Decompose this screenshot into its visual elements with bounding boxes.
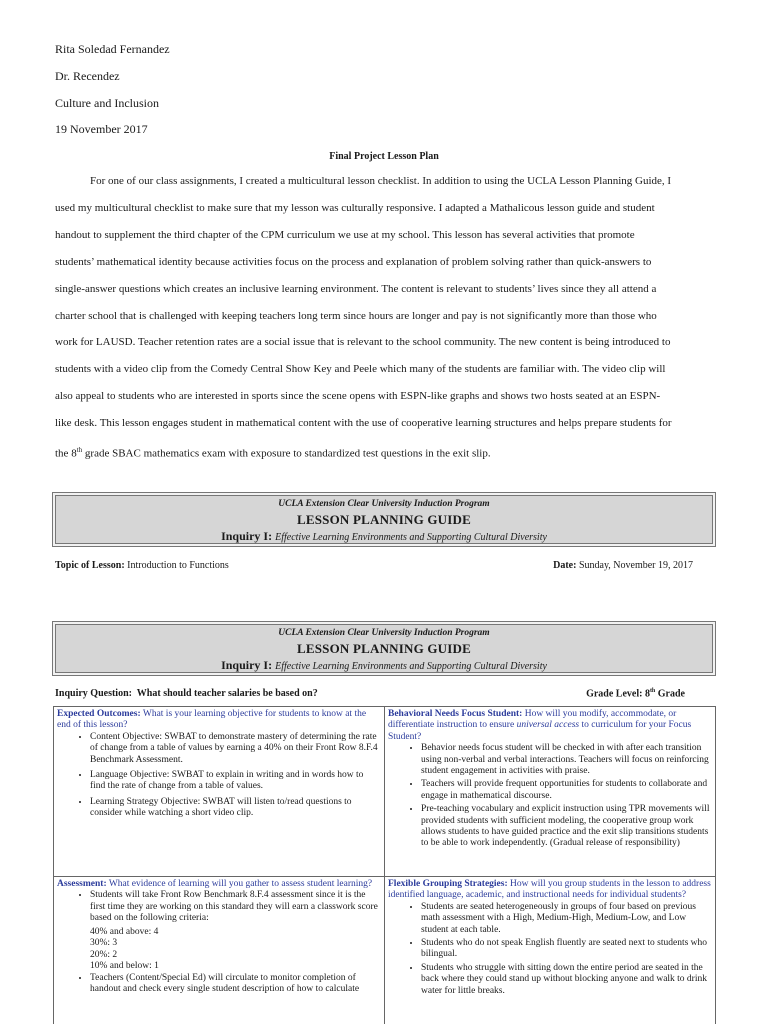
list-item: • Learning Strategy Objective: SWBAT will listen to/read questions to consider while watching a short video clip. <box>90 797 381 820</box>
flexible-grouping-prompt: Flexible Grouping Strategies: How will you group students in the lesson to address identified language, academic, and instructional needs for individual students? <box>388 879 711 901</box>
inquiry-question-value: What should teacher salaries be based on? <box>136 688 318 699</box>
table-row <box>54 877 716 1024</box>
criteria-item: 30%: 3 <box>90 938 118 949</box>
topic-label: Topic of Lesson: <box>55 560 125 571</box>
list-item: • Teachers will provide frequent opportunities for students to collaborate and engage in mathematical discourse. <box>421 779 712 802</box>
list-item: • Students are seated heterogeneously in groups of four based on previous math assessment with a High, Medium-High, Medium-Low, and Low student at each table. <box>421 902 712 936</box>
list-item: • Students who struggle with sitting down the entire period are seated in the back where they could stand up without blocking anyone and walk to drink water for little breaks. <box>421 963 712 997</box>
essay-line: single-answer questions which creates an inclusive learning environment. The content is relevant to students’ lives since they all attend a <box>55 282 657 295</box>
essay-line: also appeal to students who are interested in sports since the scene opens with ESPN-like graphs and shows two hosts seated at an ESPN- <box>55 390 661 403</box>
program-name: UCLA Extension Clear University Induction Program <box>278 499 490 509</box>
expected-outcomes-cell <box>54 707 385 877</box>
behavioral-needs-cell <box>385 707 716 877</box>
guide-title: LESSON PLANNING GUIDE <box>297 641 471 656</box>
expected-outcomes-prompt: Expected Outcomes: What is your learning objective for students to know at the end of this lesson? <box>57 709 367 731</box>
author-name: Rita Soledad Fernandez <box>55 42 170 56</box>
essay-line: like desk. This lesson engages student in mathematical content with the use of cooperative learning structures and helps prepare students for <box>55 417 672 430</box>
criteria-item: 20%: 2 <box>90 949 118 960</box>
behavioral-needs-prompt: Behavioral Needs Focus Student: How will you modify, accommodate, or differentiate instruction to ensure universal access to curriculum for your Focus Student? <box>388 709 692 742</box>
essay-line-last: the 8th grade SBAC mathematics exam with exposure to standardized test questions in the exit slip. <box>55 446 491 460</box>
list-item: • Pre-teaching vocabulary and explicit instruction using TPR movements will provided students with sufficient modeling, the cooperative group work allows students to have guided practice and the exit slip transitions students to be able to work independently. (Gradual release of responsibility) <box>421 804 712 850</box>
assessment-prompt: Assessment: What evidence of learning will you gather to assess student learning? <box>57 879 373 889</box>
essay-line: students with a video clip from the Comedy Central Show Key and Peele which many of the students are familiar with. The video clip will <box>55 363 666 376</box>
essay-line: charter school that is challenged with keeping teachers long term since hours are longer and pay is not significantly more than those who <box>55 309 657 322</box>
lesson-plan-table <box>53 706 716 1024</box>
course-name: Culture and Inclusion <box>55 96 159 110</box>
assessment-list <box>57 890 381 924</box>
essay-line: work for LAUSD. Teacher retention rates are a social issue that is relevant to the school community. The new content is being introduced to <box>55 336 671 349</box>
criteria-item: 40% and above: 4 <box>90 926 159 937</box>
criteria-item: 10% and below: 1 <box>90 961 159 972</box>
essay-line: For one of our class assignments, I created a multicultural lesson checklist. In addition to using the UCLA Lesson Planning Guide, I <box>90 175 672 187</box>
professor-name: Dr. Recendez <box>55 69 120 83</box>
document-date: 19 November 2017 <box>55 122 148 136</box>
essay-paragraph <box>55 168 712 468</box>
behavioral-list <box>388 743 712 850</box>
list-item: • Students will take Front Row Benchmark 8.F.4 assessment since it is the first time they are working on this standard they will earn a classwork score based on the following criteria: <box>90 890 381 924</box>
inquiry-question-label: Inquiry Question: <box>55 688 132 699</box>
essay-line: students’ mathematical identity because activities focus on the process and explanation of problem solving rather than quick-answers to <box>55 255 652 268</box>
outcomes-list <box>57 732 381 820</box>
inquiry-line: Inquiry I: Effective Learning Environments and Supporting Cultural Diversity <box>221 529 547 543</box>
list-item: • Language Objective: SWBAT to explain in writing and in words how to find the rate of change from a table of values. <box>90 770 381 793</box>
date-field: Date: Sunday, November 19, 2017 <box>553 560 693 571</box>
essay-line: handout to supplement the third chapter of the CPM curriculum we use at my school. This lesson has several activities that promote <box>55 228 635 241</box>
list-item: • Behavior needs focus student will be checked in with after each transition using non-verbal and verbal interactions. Teachers will focus on reinforcing student engagement in activities with praise. <box>421 743 712 777</box>
grouping-list <box>388 902 712 997</box>
list-item: • Teachers (Content/Special Ed) will circulate to monitor completion of handout and check every single student description of how to calculate <box>90 973 381 996</box>
assessment-list-2 <box>57 973 381 996</box>
flexible-grouping-cell <box>385 877 716 1024</box>
list-item: • Students who do not speak English fluently are seated next to students who bilingual. <box>421 938 712 961</box>
guide-title: LESSON PLANNING GUIDE <box>297 512 471 527</box>
table-row <box>54 707 716 877</box>
score-criteria <box>57 927 381 973</box>
lesson-guide-banner-2 <box>52 621 716 676</box>
inquiry-line: Inquiry I: Effective Learning Environments and Supporting Cultural Diversity <box>221 658 547 672</box>
inquiry-question-row <box>55 688 715 699</box>
lesson-guide-banner <box>52 492 716 547</box>
program-name: UCLA Extension Clear University Induction Program <box>278 628 490 638</box>
topic-value: Introduction to Functions <box>127 560 229 571</box>
assessment-cell <box>54 877 385 1024</box>
essay-line: used my multicultural checklist to make sure that my lesson was culturally responsive. I adapted a Mathalicous lesson guide and student <box>55 201 655 214</box>
document-title: Final Project Lesson Plan <box>329 151 439 162</box>
grade-level: Grade Level: 8th Grade <box>586 688 685 700</box>
topic-row <box>55 560 715 571</box>
list-item: • Content Objective: SWBAT to demonstrate mastery of determining the rate of change from a table of values by earning a 40% on their Front Row 8.F.4 Benchmark Assessment. <box>90 732 381 766</box>
